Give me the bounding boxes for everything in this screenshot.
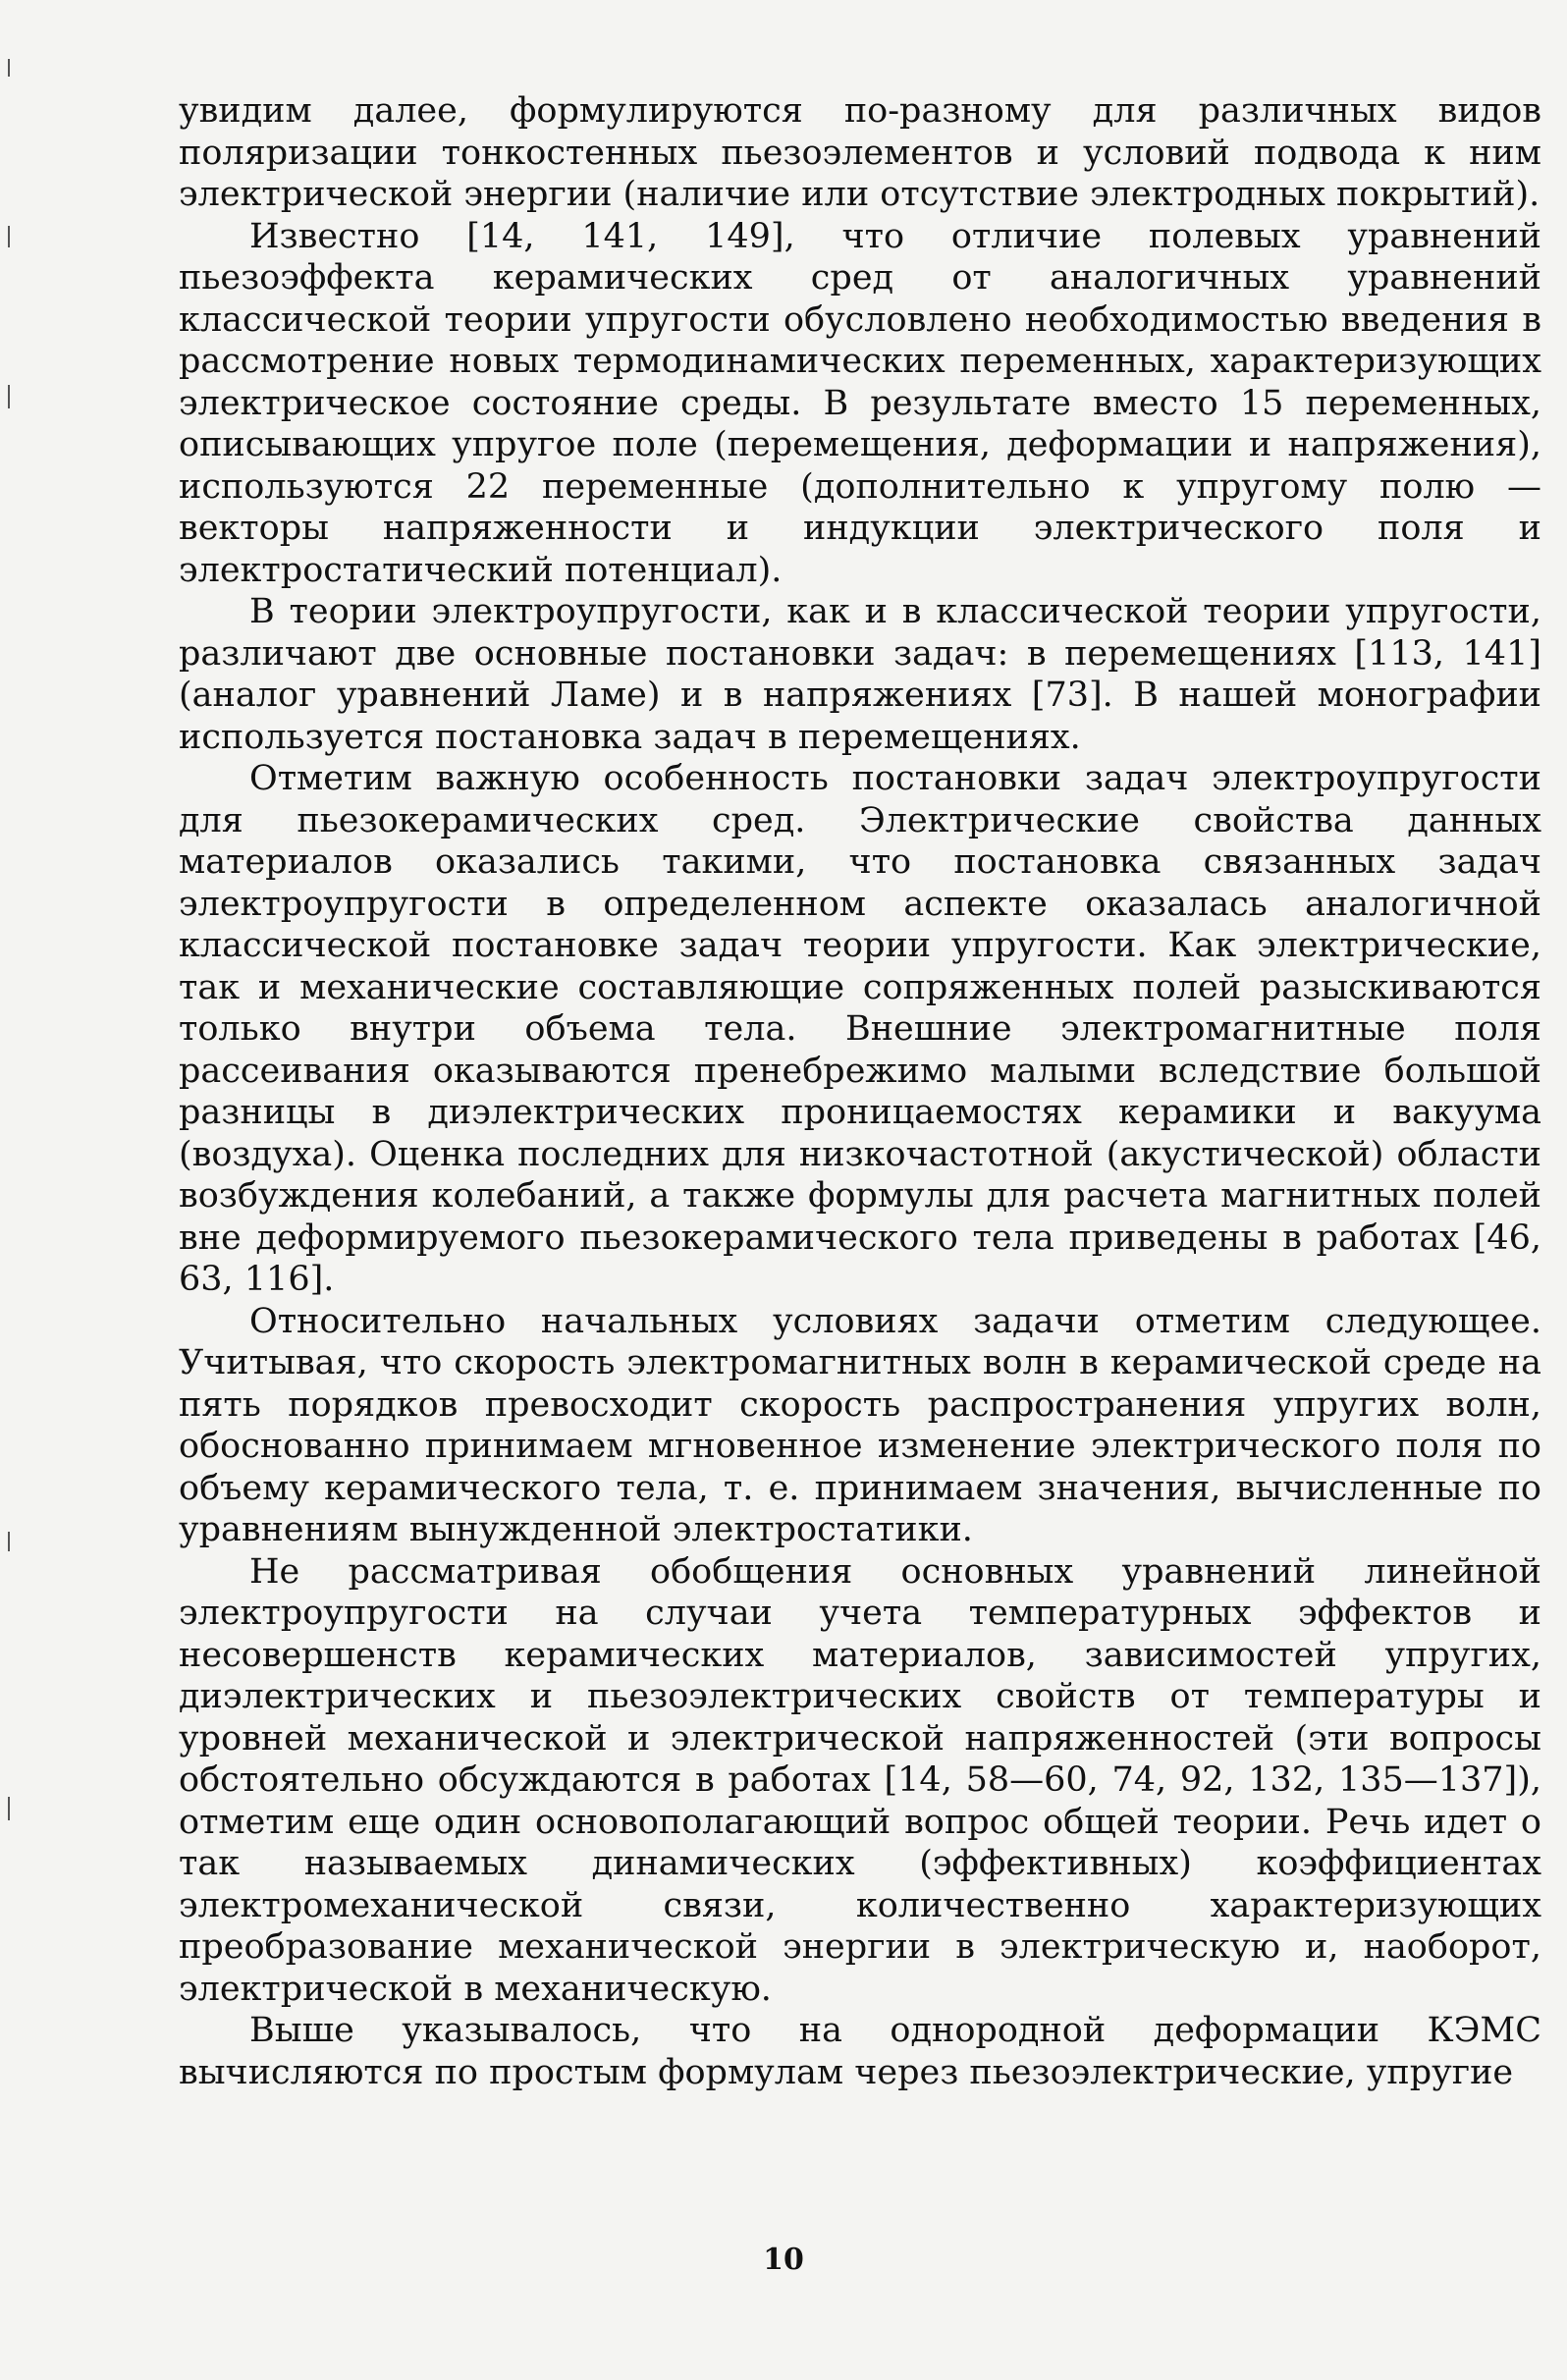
scan-edge-mark <box>8 226 10 247</box>
page-number: 10 <box>763 2243 804 2277</box>
paragraph: Относительно начальных условиях задачи отметим следующее. Учитывая, что скорость электромагнитных волн в керамической среде на пять порядков превосходит скорость распространения упругих волн, обоснованно принимаем мгновенное изменение электрического поля по объему керамического тела, т. е. принимаем значения, вычисленные по уравнениям вынужденной электростатики. <box>179 1301 1541 1549</box>
paragraph: Известно [14, 141, 149], что отличие полевых уравнений пьезоэффекта керамических сред от аналогичных уравнений классической теории упругости обусловлено необходимостью введения в рассмотрение новых термодинамических переменных, характеризующих электрическое состояние среды. В результате вместо 15 переменных, описывающих упругое поле (перемещения, деформации и напряжения), используются 22 переменные (дополнительно к упругому полю — векторы напряженности и индукции электрического поля и электростатический потенциал). <box>179 216 1541 590</box>
paragraph: Не рассматривая обобщения основных уравнений линейной электроупругости на случаи учета температурных эффектов и несовершенств керамических материалов, зависимостей упругих, диэлектрических и пьезоэлектрических свойств от температуры и уровней механической и электрической напряженностей (эти вопросы обстоятельно обсуждаются в работах [14, 58—60, 74, 92, 132, 135—137]), отметим еще один основополагающий вопрос общей теории. Речь идет о так называемых динамических (эффективных) коэффициентах электромеханической связи, количественно характеризующих преобразование механической энергии в электрическую и, наоборот, электрической в механическую. <box>179 1551 1541 2009</box>
scan-edge-mark <box>8 1532 10 1551</box>
paragraph: В теории электроупругости, как и в классической теории упругости, различают две основные постановки задач: в перемещениях [113, 141] (аналог уравнений Ламе) и в напряжениях [73]. В нашей монографии используется постановка задач в перемещениях. <box>179 592 1541 757</box>
scan-edge-mark <box>8 1797 10 1820</box>
document-body <box>179 90 1541 2093</box>
scan-edge-mark <box>8 59 10 77</box>
paragraph: Выше указывалось, что на однородной деформации КЭМС вычисляются по простым формулам через пьезоэлектрические, упругие <box>179 2011 1541 2092</box>
paragraph: Отметим важную особенность постановки задач электроупругости для пьезокерамических сред. Электрические свойства данных материалов оказались такими, что постановка связанных задач электроупругости в определенном аспекте оказалась аналогичной классической постановке задач теории упругости. Как электрические, так и механические составляющие сопряженных полей разыскиваются только внутри объема тела. Внешние электромагнитные поля рассеивания оказываются пренебрежимо малыми вследствие большой разницы в диэлектрических проницаемостях керамики и вакуума (воздуха). Оценка последних для низкочастотной (акустической) области возбуждения колебаний, а также формулы для расчета магнитных полей вне деформируемого пьезокерамического тела приведены в работах [46, 63, 116]. <box>179 759 1541 1299</box>
paragraph: увидим далее, формулируются по-разному для различных видов поляризации тонкостенных пьезоэлементов и условий подвода к ним электрической энергии (наличие или отсутствие электродных покрытий). <box>179 91 1541 214</box>
scan-edge-mark <box>8 385 10 408</box>
